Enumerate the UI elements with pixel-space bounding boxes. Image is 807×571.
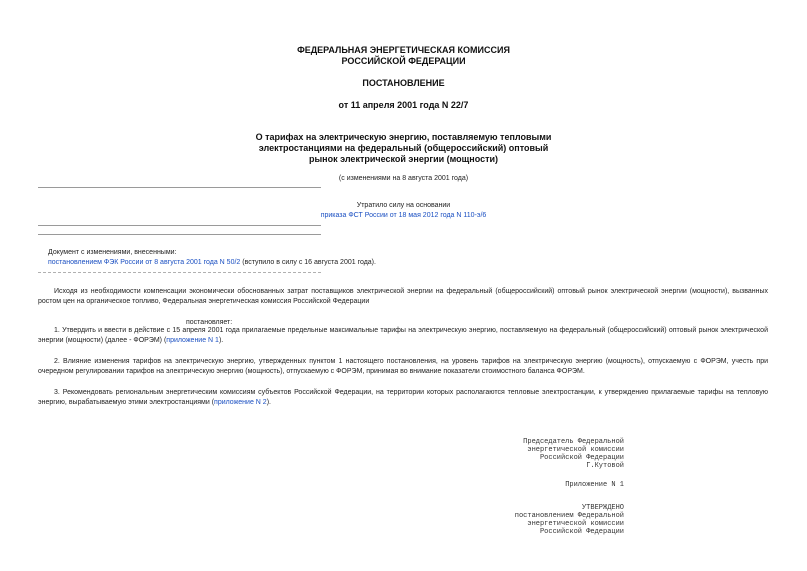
changes-line bbox=[48, 258, 376, 267]
approved-stamp: УТВЕРЖДЕНО bbox=[581, 504, 624, 512]
item-3-text: 3. Рекомендовать региональным энергетическим комиссиям субъектов Российской Федерации, на территории которых располагаются тепловые электростанции, к утверждению прилагаемые тарифы на тепловую энергию, вырабатываемую этими электростанциями ( bbox=[38, 389, 768, 406]
revoked-order-link[interactable]: приказа ФСТ России от 18 мая 2012 года N 110-э/6 bbox=[320, 212, 487, 219]
item-1-end: ). bbox=[218, 337, 224, 344]
divider bbox=[38, 225, 321, 226]
document-title-line3: рынок электрической энергии (мощности) bbox=[308, 154, 499, 164]
resolves-word: постановляет: bbox=[186, 319, 233, 326]
changes-effective-note: (вступило в силу с 16 августа 2001 года). bbox=[240, 259, 376, 266]
revoked-note: Утратило силу на основании bbox=[356, 202, 451, 209]
item-1-text: 1. Утвердить и ввести в действие с 15 апреля 2001 года прилагаемые предельные максимальные тарифы на электрическую энергию, поставляемую на федеральный (общероссийский) оптовый рынок электрической энергии (мощности) (далее - ФОРЭМ) ( bbox=[38, 327, 768, 344]
appendix-2-link[interactable]: приложение N 2 bbox=[214, 399, 267, 406]
item-3-paragraph bbox=[38, 388, 768, 408]
document-title-line1: О тарифах на электрическую энергию, поставляемую тепловыми bbox=[255, 132, 552, 142]
appendix-label: Приложение N 1 bbox=[565, 481, 624, 489]
document-type: ПОСТАНОВЛЕНИЕ bbox=[362, 78, 445, 88]
signature-line2: энергетической комиссии bbox=[527, 446, 624, 454]
approved-line2: энергетической комиссии bbox=[527, 520, 624, 528]
divider bbox=[38, 187, 321, 188]
signature-line1: Председатель Федеральной bbox=[523, 438, 624, 446]
divider bbox=[38, 234, 321, 235]
amendments-note: (с изменениями на 8 августа 2001 года) bbox=[338, 175, 469, 182]
signature-line3: Российской Федерации bbox=[539, 454, 624, 462]
document-title-line2: электростанциями на федеральный (общероссийский) оптовый bbox=[258, 143, 549, 153]
changes-resolution-link[interactable]: постановлением ФЭК России от 8 августа 2001 года N 50/2 bbox=[48, 259, 241, 266]
signature-name: Г.Кутовой bbox=[586, 462, 624, 470]
preamble-paragraph: Исходя из необходимости компенсации экономически обоснованных затрат поставщиков электрической энергии на федеральный (общероссийский) оптовый рынок электрической энергии (мощности), вызванных ростом цен на органическое топливо, Федеральная энергетическая комиссия Российской Федерации bbox=[38, 288, 768, 305]
item-3-end: ). bbox=[266, 399, 271, 406]
org-name-line2: РОССИЙСКОЙ ФЕДЕРАЦИИ bbox=[341, 56, 466, 66]
item-1-paragraph bbox=[38, 326, 768, 346]
item-2-paragraph: 2. Влияние изменения тарифов на электрическую энергию, утвержденных пунктом 1 настоящего постановления, на уровень тарифов на электрическую энергию (мощность), отпускаемую с ФОРЭМ, учесть при очередном регулировании тарифов на электрическую энергию (мощность), отпускаемую с ФОРЭМ, принимая во внимание показатели стоимостного баланса ФОРЭМ. bbox=[38, 358, 768, 375]
approved-line1: постановлением Федеральной bbox=[514, 512, 624, 520]
divider bbox=[38, 272, 321, 273]
changes-intro: Документ с изменениями, внесенными: bbox=[48, 249, 177, 256]
approved-line3: Российской Федерации bbox=[539, 528, 624, 536]
org-name-line1: ФЕДЕРАЛЬНАЯ ЭНЕРГЕТИЧЕСКАЯ КОМИССИЯ bbox=[297, 45, 510, 55]
appendix-1-link[interactable]: приложение N 1 bbox=[166, 337, 219, 344]
document-date: от 11 апреля 2001 года N 22/7 bbox=[338, 100, 469, 110]
